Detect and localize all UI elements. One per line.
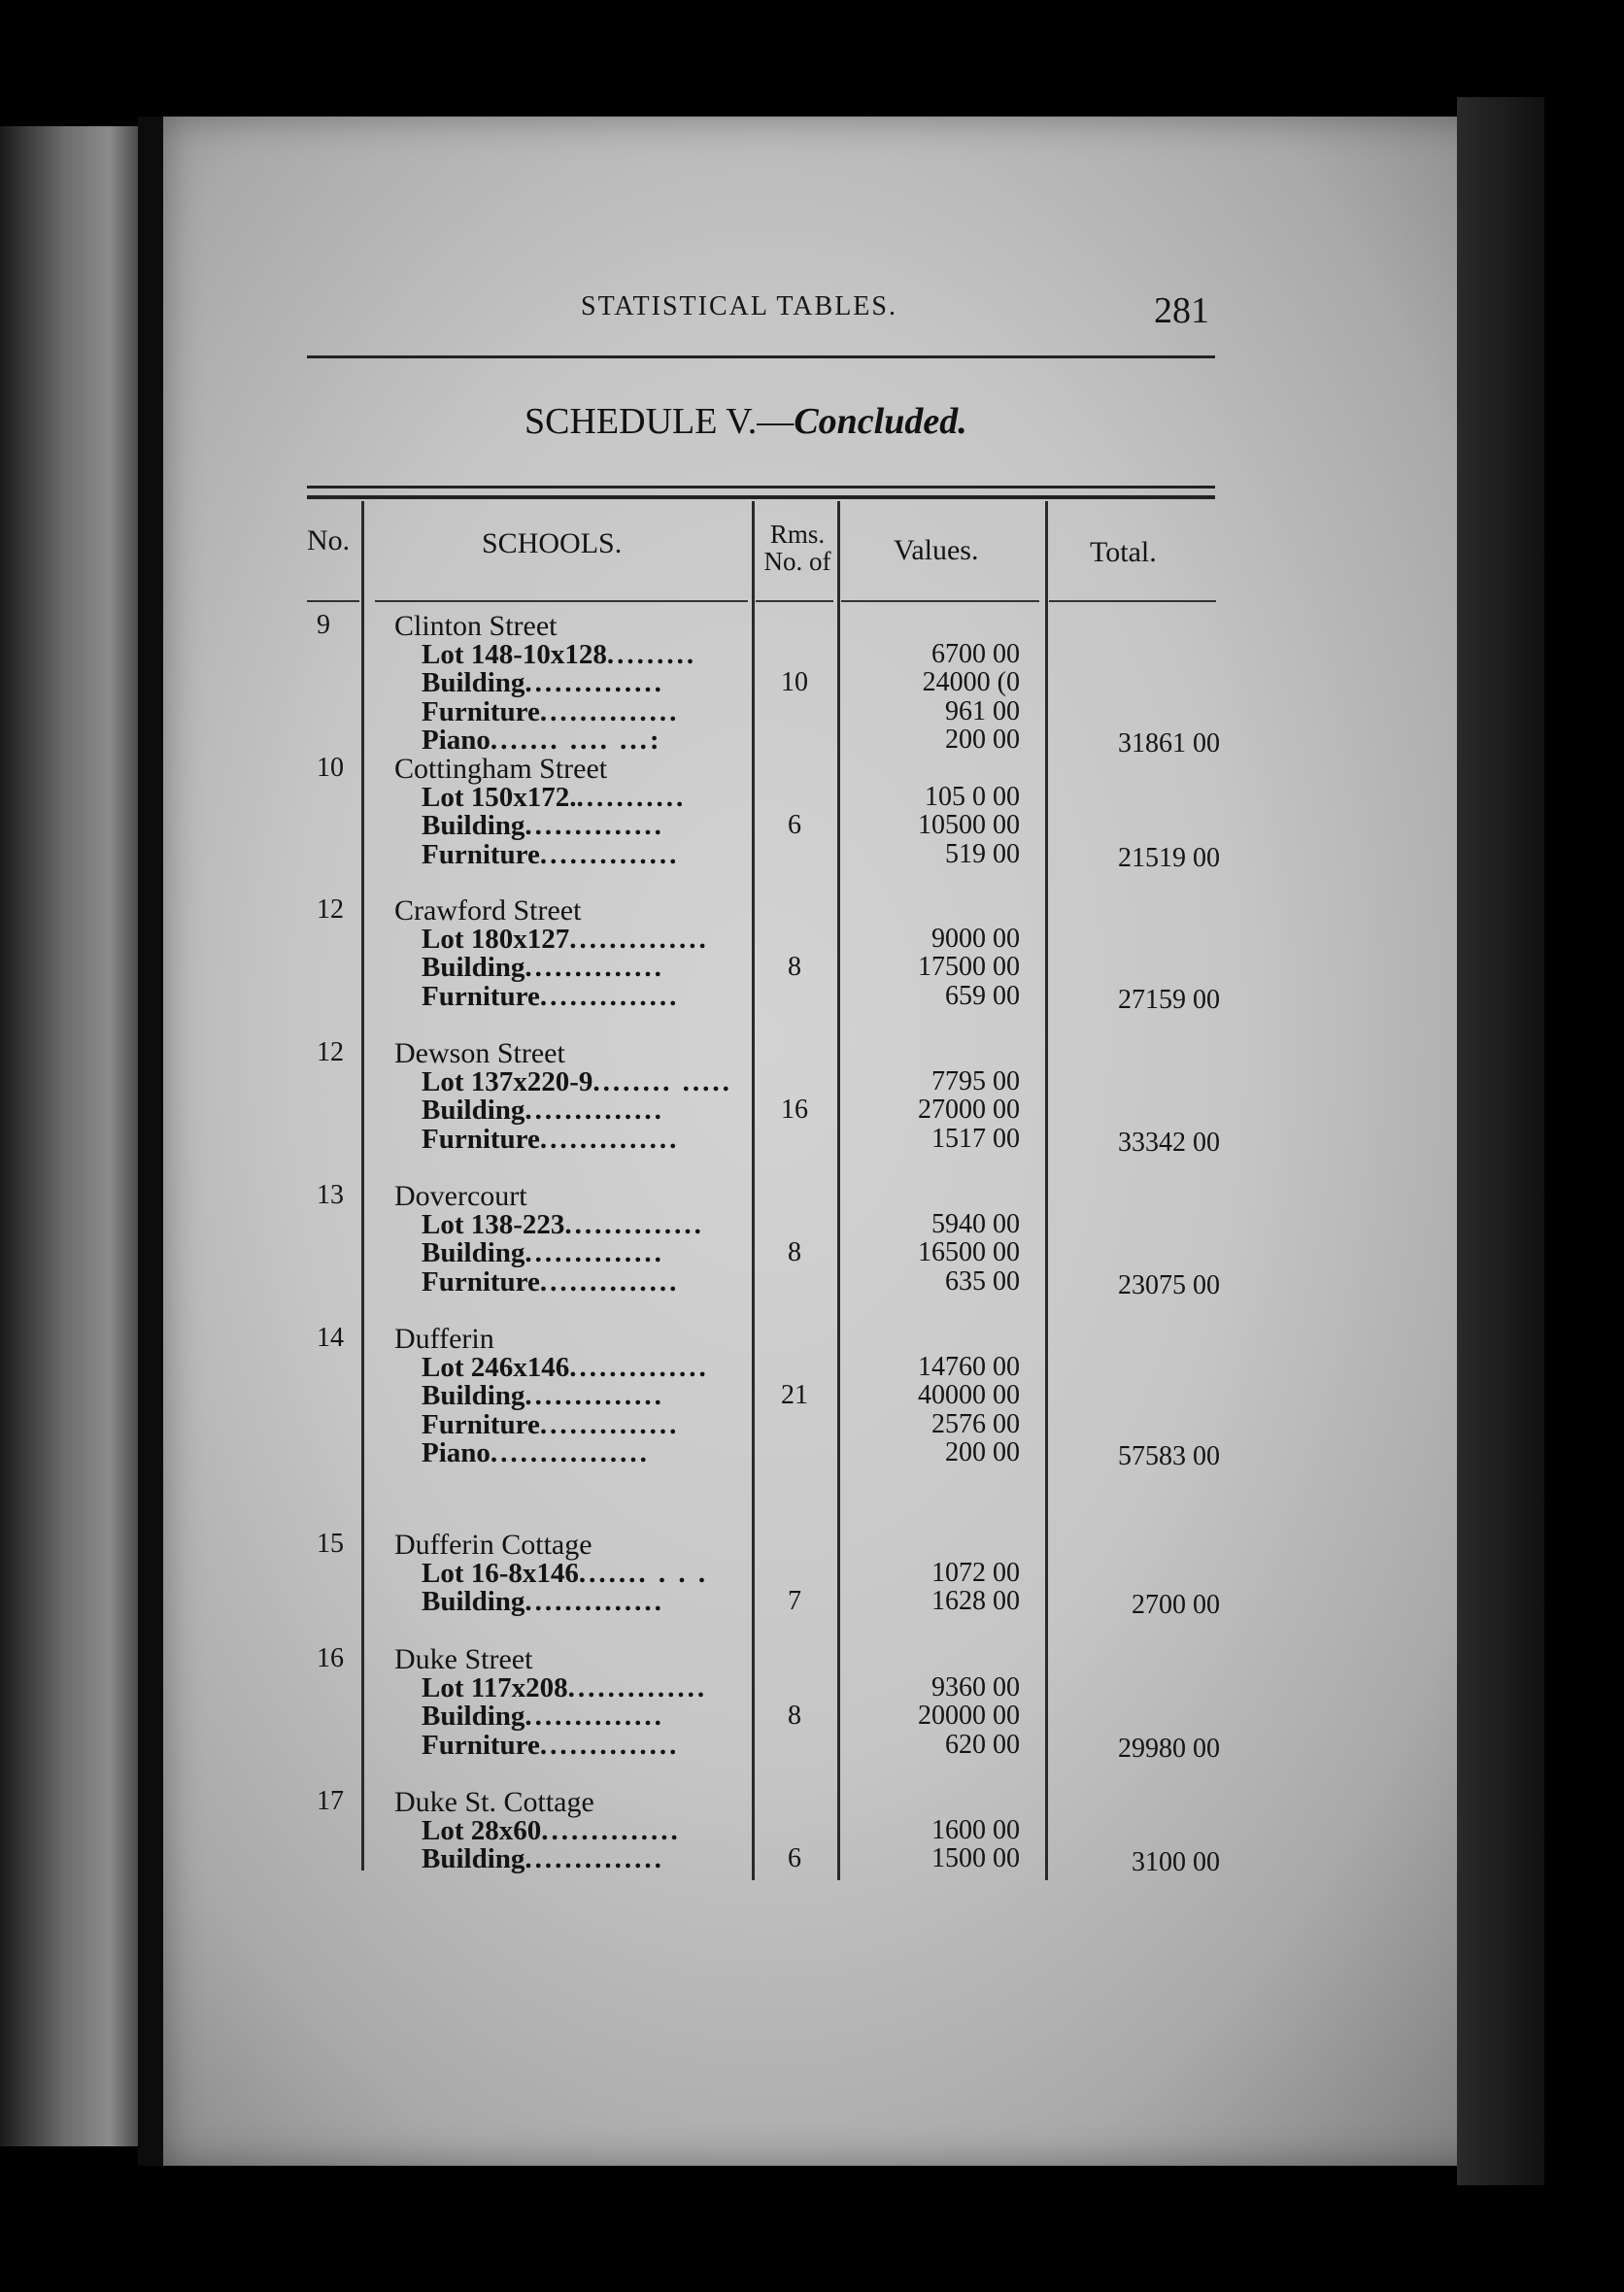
line-item <box>422 810 664 842</box>
line-item <box>422 1558 708 1590</box>
line-item <box>422 639 696 671</box>
line-item <box>422 1437 650 1469</box>
dot-leader: .............. <box>524 1380 664 1411</box>
rooms-count: 8 <box>788 1237 801 1267</box>
line-item <box>422 981 679 1013</box>
line-item-value: 10500 00 <box>918 810 1020 840</box>
school-number: 9 <box>317 610 330 640</box>
line-item <box>422 1095 664 1127</box>
school-number: 15 <box>317 1529 344 1559</box>
line-item <box>422 839 679 871</box>
school-total: 31861 00 <box>1118 728 1220 758</box>
line-item-value: 27000 00 <box>918 1095 1020 1125</box>
table-top-rule-thick <box>307 495 1215 499</box>
line-item <box>422 667 664 699</box>
dot-leader: ................ <box>490 1437 650 1468</box>
column-head-no: No. <box>307 524 351 556</box>
line-item-value: 1500 00 <box>931 1843 1020 1873</box>
line-item-label: Building <box>422 952 525 983</box>
line-item-label: Lot 28x60 <box>422 1814 542 1846</box>
line-item <box>422 1380 664 1412</box>
school-number: 13 <box>317 1180 344 1210</box>
line-item-label: Lot 117x208 <box>422 1671 568 1703</box>
column-head-rooms-line1: Rms. <box>769 520 826 549</box>
school-number: 12 <box>317 894 344 925</box>
dot-leader: ....... . . . <box>578 1557 709 1589</box>
dot-leader: .............. <box>524 1237 664 1268</box>
school-name: Dufferin Cottage <box>394 1529 592 1561</box>
dot-leader: .............. <box>524 810 664 841</box>
line-item-value: 16500 00 <box>918 1237 1020 1267</box>
school-total: 3100 00 <box>1132 1847 1220 1877</box>
line-item-label: Furniture <box>422 838 540 870</box>
line-item-value: 1072 00 <box>931 1557 1020 1588</box>
line-item-value: 659 00 <box>945 980 1020 1011</box>
line-item <box>422 1672 707 1704</box>
dot-leader: .............. <box>539 695 680 727</box>
dot-leader: .............. <box>539 1408 680 1440</box>
dot-leader: ........ ..... <box>592 1065 732 1097</box>
rooms-count: 6 <box>788 810 801 840</box>
line-item-value: 6700 00 <box>931 638 1020 669</box>
dot-leader: .............. <box>539 1265 680 1298</box>
line-item <box>422 1815 681 1847</box>
column-head-rooms <box>754 521 841 575</box>
line-item <box>422 696 679 728</box>
school-total: 27159 00 <box>1118 984 1220 1015</box>
school-total: 2700 00 <box>1132 1590 1220 1620</box>
school-number: 16 <box>317 1643 344 1673</box>
head-underline-schools <box>375 600 748 602</box>
head-underline-no <box>307 600 359 602</box>
dot-leader: .............. <box>569 923 709 955</box>
line-item <box>422 1843 664 1875</box>
line-item <box>422 1701 664 1733</box>
school-name: Dovercourt <box>394 1180 527 1212</box>
line-item-label: Building <box>422 1701 525 1732</box>
line-item-value: 200 00 <box>945 1437 1020 1467</box>
line-item-label: Building <box>422 1843 525 1874</box>
line-item-label: Building <box>422 1237 525 1268</box>
rooms-count: 6 <box>788 1843 801 1873</box>
schedule-title-main: SCHEDULE V.— <box>524 401 795 442</box>
column-head-values: Values. <box>894 534 979 566</box>
school-total: 21519 00 <box>1118 842 1220 873</box>
schedule-title-emphasis: Concluded. <box>794 401 967 442</box>
schedule-title <box>524 400 967 443</box>
line-item-value: 20000 00 <box>918 1701 1020 1731</box>
line-item <box>422 924 709 956</box>
school-total: 57583 00 <box>1118 1441 1220 1471</box>
school-total: 23075 00 <box>1118 1269 1220 1300</box>
line-item-label: Lot 180x127 <box>422 923 570 955</box>
line-item <box>422 1237 664 1269</box>
book-gutter <box>138 117 165 2166</box>
column-rule-rooms <box>837 501 840 1880</box>
line-item-value: 5940 00 <box>931 1208 1020 1239</box>
dot-leader: .............. <box>569 1351 709 1383</box>
dot-leader: .............. <box>564 1208 704 1240</box>
line-item-label: Furniture <box>422 980 540 1012</box>
line-item-value: 9000 00 <box>931 923 1020 954</box>
column-rule-no <box>361 501 364 1871</box>
table-top-rule <box>307 486 1215 489</box>
line-item-value: 200 00 <box>945 725 1020 755</box>
page-number: 281 <box>1154 290 1209 331</box>
school-name: Dewson Street <box>394 1037 565 1069</box>
dot-leader: .............. <box>539 1123 680 1155</box>
head-underline-values <box>841 600 1039 602</box>
column-rule-schools <box>752 501 755 1880</box>
dot-leader: ....... .... ...: <box>490 725 662 756</box>
line-item-label: Building <box>422 1095 525 1126</box>
line-item <box>422 1209 704 1241</box>
school-number: 12 <box>317 1037 344 1067</box>
dot-leader: .............. <box>539 1729 680 1761</box>
line-item-label: Lot 150x172. <box>422 781 577 813</box>
line-item-label: Furniture <box>422 1265 540 1298</box>
dot-leader: .............. <box>524 1843 664 1874</box>
line-item-value: 620 00 <box>945 1729 1020 1760</box>
line-item <box>422 1124 679 1156</box>
line-item-value: 24000 (0 <box>922 667 1020 697</box>
line-item-value: 2576 00 <box>931 1408 1020 1439</box>
line-item-value: 17500 00 <box>918 952 1020 982</box>
school-number: 17 <box>317 1786 344 1816</box>
school-name: Clinton Street <box>394 610 558 642</box>
line-item-value: 635 00 <box>945 1265 1020 1297</box>
rooms-count: 10 <box>781 667 808 697</box>
line-item-value: 7795 00 <box>931 1065 1020 1096</box>
rooms-count: 7 <box>788 1586 801 1616</box>
line-item <box>422 1409 679 1441</box>
dot-leader: .............. <box>539 838 680 870</box>
dot-leader: .............. <box>567 1671 708 1703</box>
line-item-label: Building <box>422 667 525 698</box>
line-item-value: 1517 00 <box>931 1123 1020 1154</box>
line-item <box>422 952 664 984</box>
line-item-value: 1600 00 <box>931 1814 1020 1845</box>
rooms-count: 8 <box>788 952 801 982</box>
line-item-value: 40000 00 <box>918 1380 1020 1410</box>
line-item <box>422 1352 709 1384</box>
dot-leader: .............. <box>539 980 680 1012</box>
column-rule-values <box>1045 501 1048 1880</box>
rooms-count: 21 <box>781 1380 808 1410</box>
line-item <box>422 782 686 814</box>
line-item <box>422 1730 679 1762</box>
line-item-value: 519 00 <box>945 838 1020 869</box>
line-item-label: Lot 138-223 <box>422 1208 565 1240</box>
line-item-label: Lot 137x220-9 <box>422 1065 593 1097</box>
school-total: 33342 00 <box>1118 1127 1220 1158</box>
school-name: Duke Street <box>394 1643 533 1675</box>
line-item <box>422 1066 732 1098</box>
line-item-value: 9360 00 <box>931 1671 1020 1702</box>
rooms-count: 8 <box>788 1701 801 1731</box>
line-item-label: Piano <box>422 1437 491 1468</box>
column-head-total: Total. <box>1090 536 1157 568</box>
line-item-label: Lot 148-10x128 <box>422 638 607 670</box>
line-item-label: Lot 16-8x146 <box>422 1557 579 1589</box>
column-head-schools: SCHOOLS. <box>482 527 623 559</box>
line-item-label: Furniture <box>422 695 540 727</box>
school-name: Cottingham Street <box>394 753 608 785</box>
line-item-value: 1628 00 <box>931 1586 1020 1616</box>
head-underline-total <box>1049 600 1216 602</box>
header-rule <box>307 355 1215 358</box>
dot-leader: .............. <box>524 1095 664 1126</box>
line-item <box>422 1586 664 1618</box>
line-item-label: Building <box>422 1586 525 1617</box>
line-item-label: Building <box>422 1380 525 1411</box>
school-number: 10 <box>317 753 344 783</box>
school-name: Crawford Street <box>394 894 582 927</box>
line-item-label: Furniture <box>422 1729 540 1761</box>
rooms-count: 16 <box>781 1095 808 1125</box>
line-item-label: Lot 246x146 <box>422 1351 570 1383</box>
line-item-value: 14760 00 <box>918 1351 1020 1382</box>
line-item-label: Building <box>422 810 525 841</box>
line-item-value: 961 00 <box>945 695 1020 726</box>
running-head: STATISTICAL TABLES. <box>581 291 897 321</box>
school-name: Duke St. Cottage <box>394 1786 594 1818</box>
line-item-label: Furniture <box>422 1408 540 1440</box>
dot-leader: .............. <box>524 1586 664 1617</box>
dot-leader: .............. <box>541 1814 681 1846</box>
dot-leader: .............. <box>524 1701 664 1732</box>
school-name: Dufferin <box>394 1323 494 1355</box>
page-edge-shadow <box>1457 97 1544 2185</box>
dot-leader: .............. <box>524 952 664 983</box>
dot-leader: ......... <box>606 638 697 670</box>
column-head-rooms-line2: No. of <box>763 547 831 576</box>
dot-leader: ........... <box>576 781 687 813</box>
line-item-label: Furniture <box>422 1123 540 1155</box>
school-total: 29980 00 <box>1118 1733 1220 1764</box>
line-item <box>422 1266 679 1298</box>
adjacent-page-edge <box>0 126 146 2146</box>
head-underline-rooms <box>756 600 833 602</box>
line-item-value: 105 0 00 <box>925 781 1020 812</box>
school-number: 14 <box>317 1323 344 1353</box>
dot-leader: .............. <box>524 667 664 698</box>
line-item-label: Piano <box>422 725 491 756</box>
